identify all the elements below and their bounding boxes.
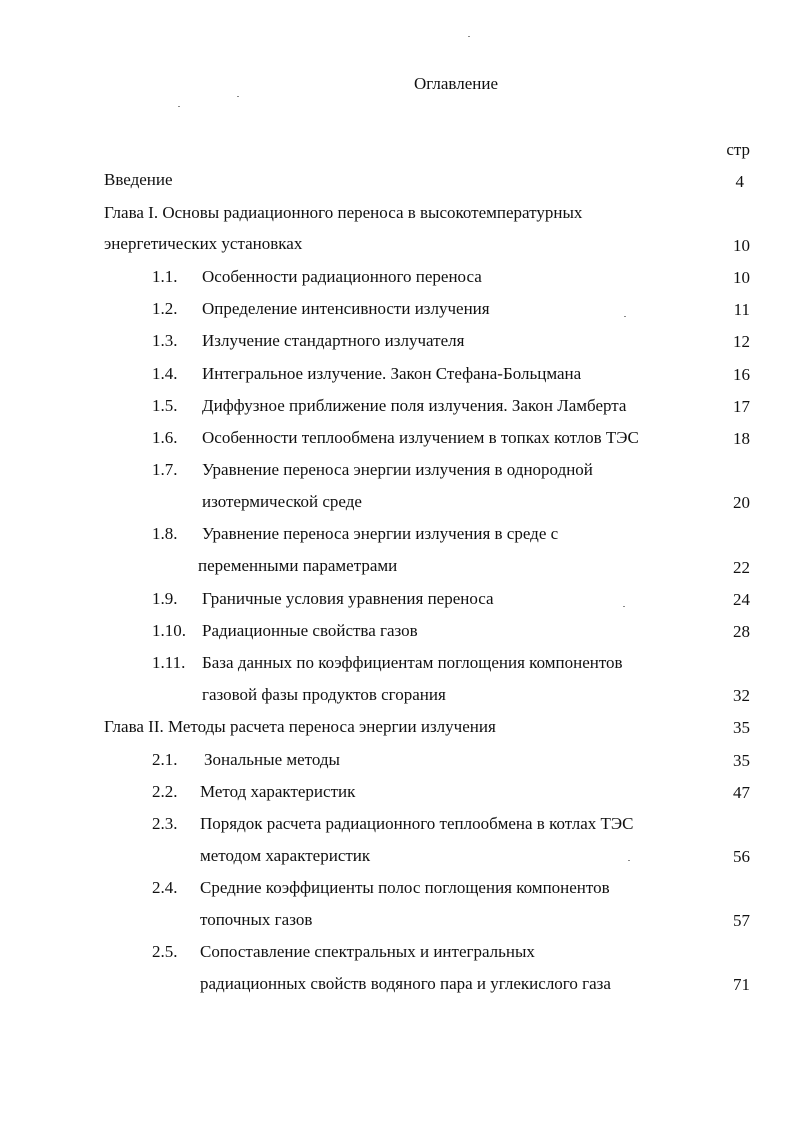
page-column-header: стр bbox=[726, 140, 750, 159]
toc-entry-page: 35 bbox=[733, 718, 750, 737]
toc-section-text: Радиационные свойства газов bbox=[202, 621, 418, 640]
toc-entry-page: 10 bbox=[733, 236, 750, 255]
page-title: Оглавление bbox=[414, 74, 498, 93]
scan-speck bbox=[178, 106, 180, 107]
toc-section-number: 1.3. bbox=[152, 331, 178, 350]
toc-section-number: 2.5. bbox=[152, 942, 178, 961]
toc-section-number: 2.4. bbox=[152, 878, 178, 897]
toc-entry-page: 12 bbox=[733, 332, 750, 351]
toc-entry-page: 16 bbox=[733, 365, 750, 384]
toc-section-number: 1.6. bbox=[152, 428, 178, 447]
toc-section-text: Порядок расчета радиационного теплообмена в котлах ТЭС bbox=[200, 814, 634, 833]
toc-section-text: Граничные условия уравнения переноса bbox=[202, 589, 494, 608]
toc-entry-page: 18 bbox=[733, 429, 750, 448]
toc-section-text: Средние коэффициенты полос поглощения компонентов bbox=[200, 878, 610, 897]
toc-chapter-text-cont: энергетических установках bbox=[104, 234, 303, 253]
toc-section-number: 1.5. bbox=[152, 396, 178, 415]
toc-section-text-cont: газовой фазы продуктов сгорания bbox=[202, 685, 446, 704]
toc-section-text: Особенности радиационного переноса bbox=[202, 267, 482, 286]
toc-section-text: Диффузное приближение поля излучения. Закон Ламберта bbox=[202, 396, 627, 415]
scan-speck bbox=[468, 36, 470, 37]
toc-section-text: Метод характеристик bbox=[200, 782, 356, 801]
toc-section-number: 1.8. bbox=[152, 524, 178, 543]
scan-speck bbox=[624, 316, 626, 317]
toc-entry-page: 57 bbox=[733, 911, 750, 930]
toc-section-number: 2.3. bbox=[152, 814, 178, 833]
toc-section-number: 1.10. bbox=[152, 621, 186, 640]
toc-entry-text: Введение bbox=[104, 170, 173, 189]
toc-section-text: Уравнение переноса энергии излучения в однородной bbox=[202, 460, 593, 479]
toc-section-text: Интегральное излучение. Закон Стефана-Больцмана bbox=[202, 364, 582, 383]
toc-section-text-cont: переменными параметрами bbox=[198, 556, 398, 575]
scan-speck bbox=[237, 96, 239, 97]
toc-section-text-cont: методом характеристик bbox=[200, 846, 371, 865]
toc-section-number: 1.11. bbox=[152, 653, 186, 672]
toc-section-number: 1.7. bbox=[152, 460, 178, 479]
toc-section-text: Зональные методы bbox=[204, 750, 340, 769]
toc-entry-page: 32 bbox=[733, 686, 750, 705]
toc-chapter-text: Глава II. Методы расчета переноса энергии излучения bbox=[104, 717, 496, 736]
toc-section-number: 2.2. bbox=[152, 782, 178, 801]
toc-entry-page: 4 bbox=[735, 172, 744, 191]
toc-section-number: 1.2. bbox=[152, 299, 178, 318]
toc-section-text: Определение интенсивности излучения bbox=[202, 299, 490, 318]
scan-speck bbox=[623, 606, 625, 607]
toc-section-text: Особенности теплообмена излучением в топках котлов ТЭС bbox=[202, 428, 639, 447]
toc-entry-page: 35 bbox=[733, 751, 750, 770]
toc-chapter-text: Глава I. Основы радиационного переноса в высокотемпературных bbox=[104, 203, 583, 222]
toc-section-number: 1.9. bbox=[152, 589, 178, 608]
toc-section-text-cont: изотермической среде bbox=[202, 492, 362, 511]
toc-section-text-cont: радиационных свойств водяного пара и углекислого газа bbox=[200, 974, 611, 993]
toc-entry-page: 11 bbox=[733, 300, 750, 319]
scan-speck bbox=[628, 860, 630, 861]
toc-entry-page: 56 bbox=[733, 847, 750, 866]
toc-section-number: 2.1. bbox=[152, 750, 178, 769]
toc-section-text: Уравнение переноса энергии излучения в среде с bbox=[202, 524, 559, 543]
toc-entry-page: 17 bbox=[733, 397, 750, 416]
toc-entry-page: 24 bbox=[733, 590, 750, 609]
toc-section-text: База данных по коэффициентам поглощения компонентов bbox=[202, 653, 623, 672]
toc-entry-page: 22 bbox=[733, 558, 750, 577]
toc-entry-page: 20 bbox=[733, 493, 750, 512]
toc-section-number: 1.4. bbox=[152, 364, 178, 383]
toc-section-text: Излучение стандартного излучателя bbox=[202, 331, 465, 350]
toc-entry-page: 47 bbox=[733, 783, 750, 802]
toc-section-text-cont: топочных газов bbox=[200, 910, 313, 929]
toc-section-number: 1.1. bbox=[152, 267, 178, 286]
toc-section-text: Сопоставление спектральных и интегральных bbox=[200, 942, 535, 961]
toc-entry-page: 28 bbox=[733, 622, 750, 641]
toc-entry-page: 10 bbox=[733, 268, 750, 287]
toc-entry-page: 71 bbox=[733, 975, 750, 994]
